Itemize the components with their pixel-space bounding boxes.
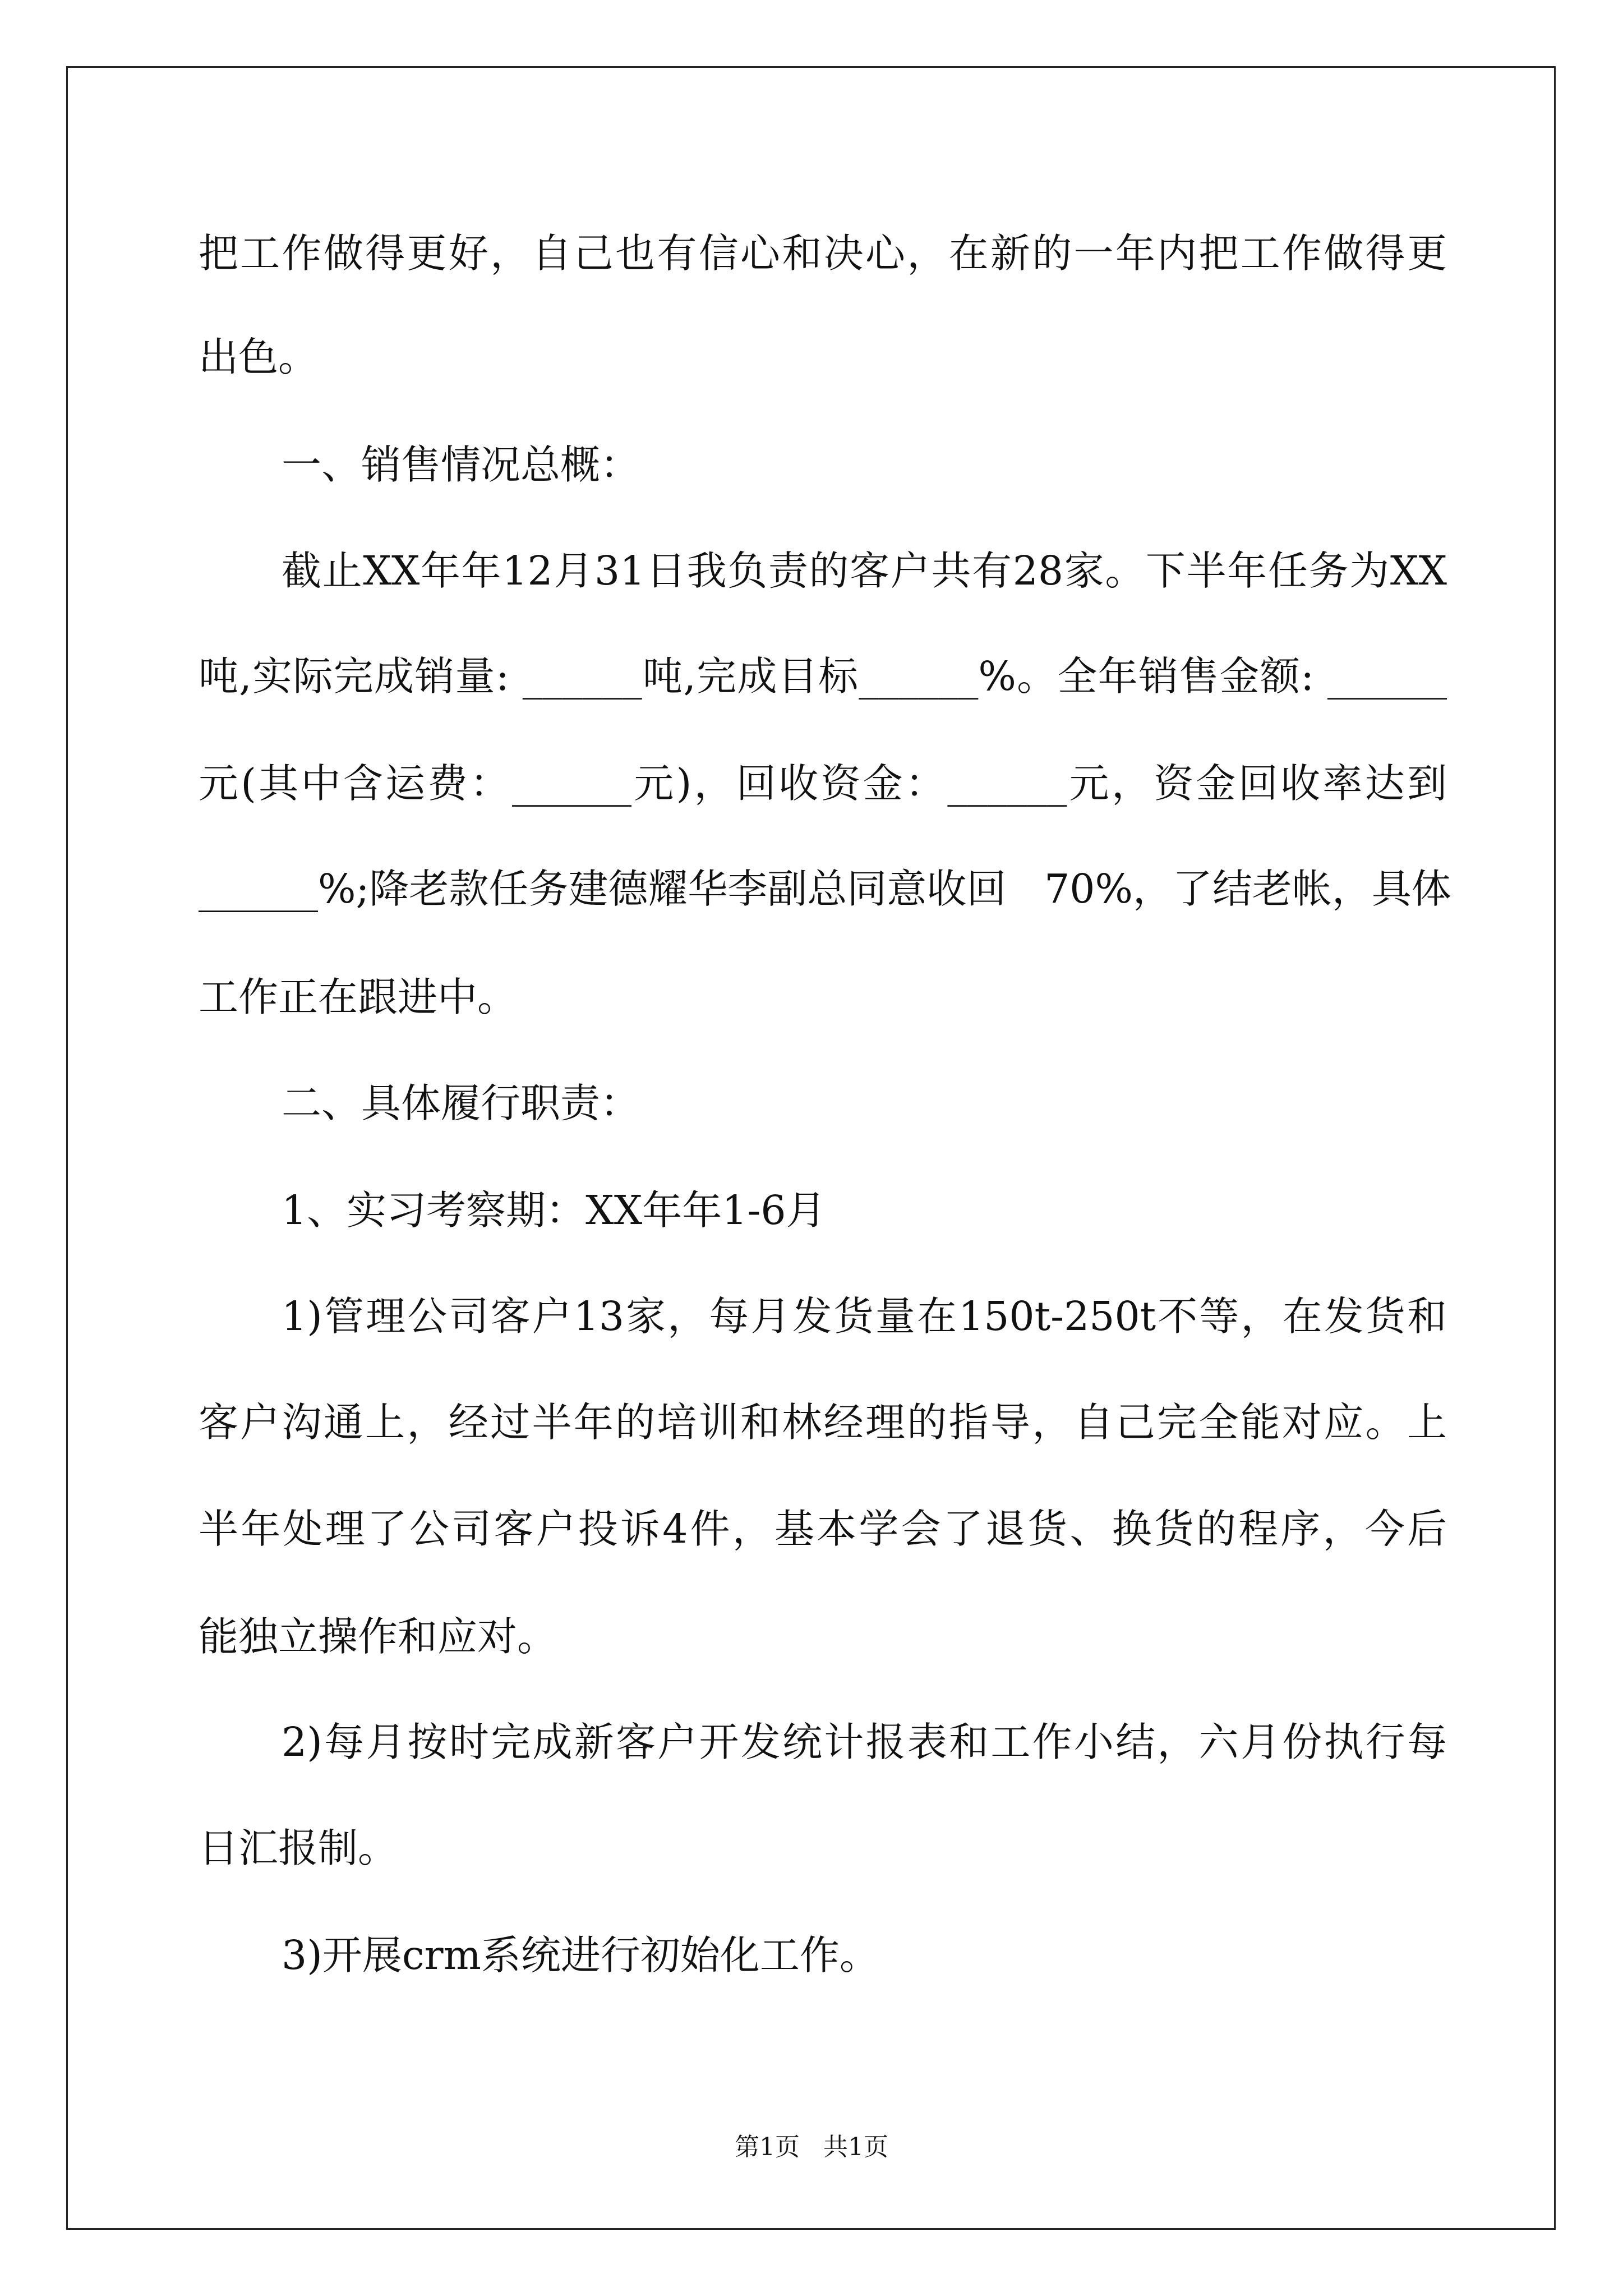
text-line-15: 2)每月按时完成新客户开发统计报表和工作小结，六月份执行每: [282, 1719, 1447, 1765]
text-line-7: ______%;降老款任务建德耀华李副总同意收回 70%，了结老帐，具体: [199, 866, 1451, 912]
text-line-1: 把工作做得更好，自己也有信心和决心，在新的一年内把工作做得更: [199, 230, 1447, 277]
text-line-4: 截止XX年年12月31日我负责的客户共有28家。下半年任务为XX: [282, 547, 1447, 594]
text-line-14: 能独立操作和应对。: [199, 1613, 557, 1660]
page-border: [66, 66, 1556, 2230]
text-line-8: 工作正在跟进中。: [199, 974, 518, 1020]
subsection-heading-internship: 1、实习考察期：XX年年1-6月: [282, 1187, 826, 1234]
text-line-12: 客户沟通上，经过半年的培训和林经理的指导，自己完全能对应。上: [199, 1399, 1447, 1446]
text-line-17: 3)开展crm系统进行初始化工作。: [282, 1932, 879, 1978]
text-line-16: 日汇报制。: [199, 1825, 398, 1871]
text-line-11: 1)管理公司客户13家，每月发货量在150t-250t不等，在发货和: [282, 1293, 1447, 1340]
section-heading-sales-overview: 一、销售情况总概：: [282, 441, 640, 488]
text-line-5: 吨,实际完成销量: ______吨,完成目标______%。全年销售金额: ______: [199, 653, 1447, 700]
text-line-13: 半年处理了公司客户投诉4件，基本学会了退货、换货的程序，今后: [199, 1506, 1447, 1552]
text-line-2: 出色。: [199, 334, 319, 380]
page-footer: 第1页 共1页: [735, 2133, 888, 2161]
section-heading-duties: 二、具体履行职责：: [282, 1080, 640, 1126]
text-line-6: 元(其中含运费：______元)，回收资金：______元，资金回收率达到: [199, 760, 1447, 807]
